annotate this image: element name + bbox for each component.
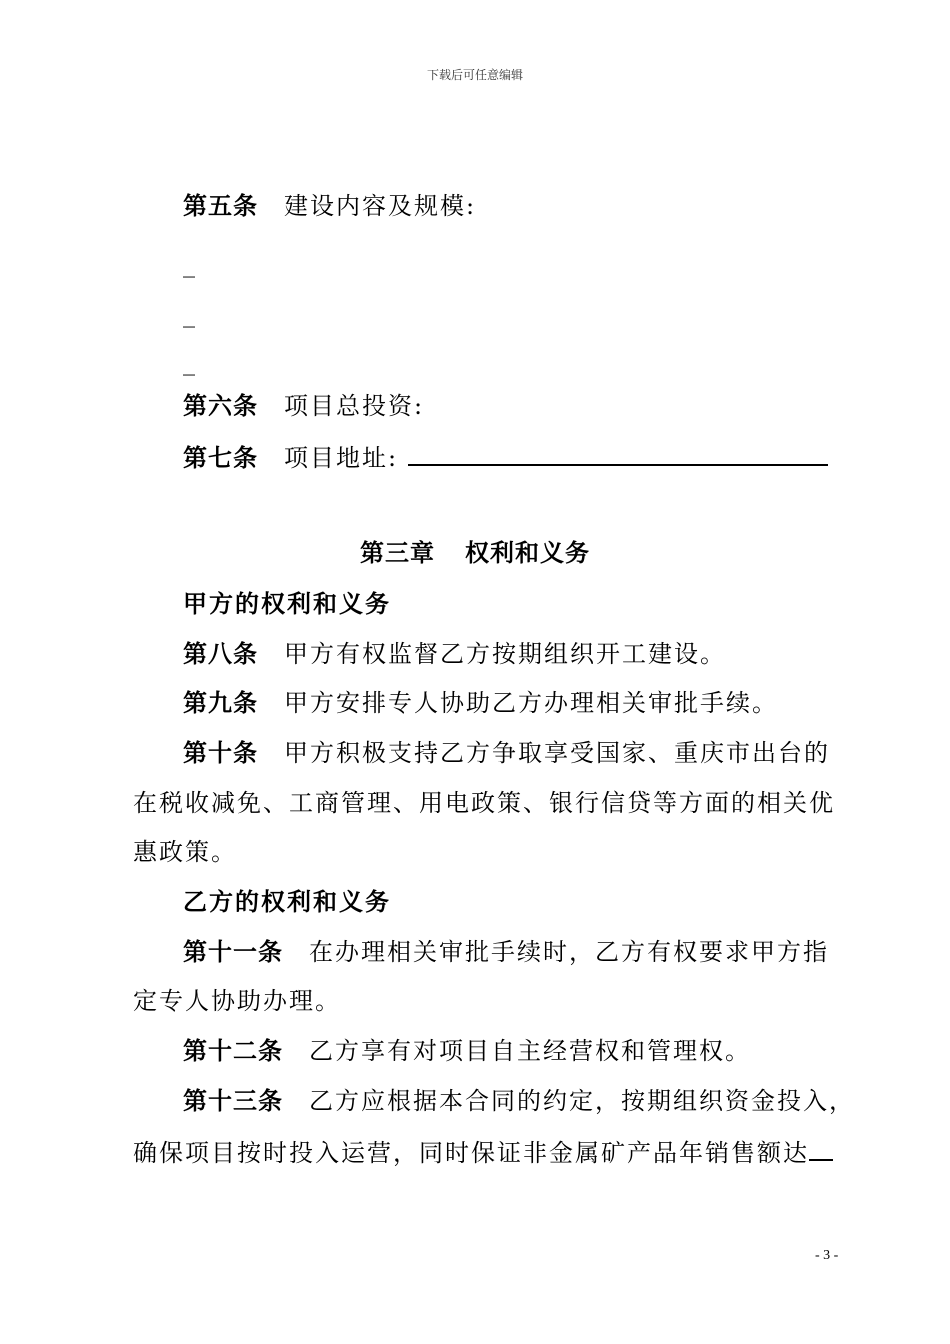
article-7-term: 第七条 xyxy=(183,443,258,472)
project-address-blank xyxy=(408,438,828,466)
article-6-term: 第六条 xyxy=(183,391,258,420)
article-8-text: 甲方有权监督乙方按期组织开工建设。 xyxy=(284,640,726,668)
article-11-line1: 在办理相关审批手续时，乙方有权要求甲方指 xyxy=(309,938,829,966)
chapter-title: 权利和义务 xyxy=(465,538,590,567)
article-5-text: 建设内容及规模: xyxy=(284,192,477,220)
blank-line-2: _ xyxy=(183,300,195,328)
section-party-b: 乙方的权利和义务 xyxy=(183,887,391,916)
article-9-term: 第九条 xyxy=(183,688,258,717)
article-12 xyxy=(183,1035,751,1067)
article-13-line1: 乙方应根据本合同的约定，按期组织资金投入， xyxy=(309,1087,855,1115)
article-10-term: 第十条 xyxy=(183,738,258,767)
article-6 xyxy=(183,390,424,422)
article-11-term: 第十一条 xyxy=(183,937,283,966)
article-8 xyxy=(183,638,726,670)
article-10-line1: 甲方积极支持乙方争取享受国家、重庆市出台的 xyxy=(284,739,830,767)
article-13-line2 xyxy=(133,1135,833,1169)
article-11 xyxy=(183,936,829,968)
article-12-text: 乙方享有对项目自主经营权和管理权。 xyxy=(309,1037,751,1065)
article-6-text: 项目总投资: xyxy=(284,392,425,420)
page-number: - 3 - xyxy=(815,1248,839,1263)
article-10-line3: 惠政策。 xyxy=(133,838,237,866)
article-7-text: 项目地址: xyxy=(284,444,399,472)
article-10 xyxy=(183,737,830,769)
article-10-line2: 在税收减免、工商管理、用电政策、银行信贷等方面的相关优 xyxy=(133,789,835,817)
article-13-line2-text: 确保项目按时投入运营，同时保证非金属矿产品年销售额达 xyxy=(133,1139,809,1167)
article-13 xyxy=(183,1085,855,1117)
blank-line-3: _ xyxy=(183,348,195,376)
article-9-text: 甲方安排专人协助乙方办理相关审批手续。 xyxy=(284,689,778,717)
blank-line-1: _ xyxy=(183,250,195,278)
section-party-a: 甲方的权利和义务 xyxy=(183,589,391,618)
article-5 xyxy=(183,190,476,222)
chapter-number: 第三章 xyxy=(360,538,435,567)
article-9 xyxy=(183,687,778,719)
article-7 xyxy=(183,438,828,474)
article-12-term: 第十二条 xyxy=(183,1036,283,1065)
article-13-term: 第十三条 xyxy=(183,1086,283,1115)
page-header-note: 下载后可任意编辑 xyxy=(426,68,523,82)
article-5-term: 第五条 xyxy=(183,191,258,220)
sales-amount-blank xyxy=(809,1135,833,1161)
chapter-heading xyxy=(0,537,950,569)
article-8-term: 第八条 xyxy=(183,639,258,668)
article-11-line2: 定专人协助办理。 xyxy=(133,987,341,1015)
